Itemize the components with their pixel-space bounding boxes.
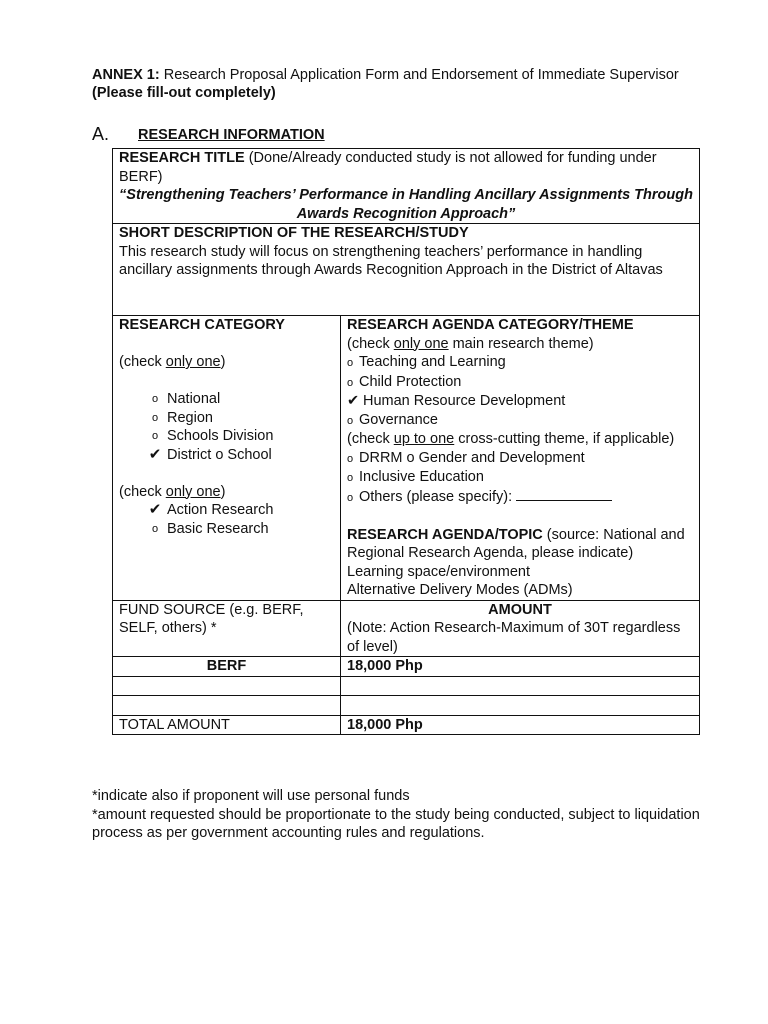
bullet-icon: o [347, 452, 354, 465]
checkmark-icon: ✔ [148, 501, 162, 518]
research-information-table [112, 148, 700, 735]
type-options [119, 501, 334, 538]
cross-cutting-option [347, 468, 693, 488]
research-category-cell [113, 316, 341, 601]
bullet-icon: o [347, 491, 354, 504]
scope-option-label: Region [167, 409, 213, 426]
agenda-topic-item: Learning space/environment [347, 563, 530, 580]
bullet-icon: o [151, 430, 159, 442]
theme-option [347, 411, 693, 431]
fund-amount-value: 18,000 Php [341, 657, 700, 677]
agenda-theme-label: RESEARCH AGENDA CATEGORY/THEME [347, 317, 634, 333]
scope-option [119, 409, 334, 428]
short-description-label: SHORT DESCRIPTION OF THE RESEARCH/STUDY [119, 225, 469, 241]
research-title-note: (Done/Already conducted study is not allowed for funding under BERF) [119, 150, 657, 185]
total-row [113, 715, 700, 735]
cross-cutting-option-label: Inclusive Education [359, 469, 484, 485]
theme-option [347, 353, 693, 373]
type-option [119, 520, 334, 539]
amount-label: AMOUNT [488, 601, 552, 618]
cross-cutting-instruction: (check up to one cross-cutting theme, if applicable) [347, 431, 675, 447]
theme-option [347, 373, 693, 393]
fund-row [113, 696, 700, 716]
section-letter: A. [92, 124, 110, 144]
specify-blank [516, 490, 612, 501]
research-title-label: RESEARCH TITLE [119, 150, 245, 166]
agenda-topic-heading [347, 526, 693, 563]
scope-option-label: National [167, 391, 221, 407]
agenda-theme-cell [341, 316, 700, 601]
fund-source-value [113, 696, 341, 716]
scope-option [119, 390, 334, 409]
checkmark-icon: ✔ [347, 393, 360, 409]
fund-row [113, 676, 700, 696]
short-description-row [113, 224, 700, 316]
research-category-label: RESEARCH CATEGORY [119, 317, 285, 333]
annex-header [92, 66, 712, 102]
cross-cutting-option-label: DRRM o Gender and Development [359, 449, 585, 466]
cross-cutting-option [347, 488, 693, 508]
research-title-value: “Strengthening Teachers’ Performance in Handling Ancillary Assignments Through Awards Recognition Approach” [119, 187, 693, 222]
checkmark-icon: ✔ [148, 445, 162, 463]
cross-cutting-options [347, 449, 693, 508]
scope-option [119, 446, 334, 465]
theme-option [347, 392, 693, 411]
section-heading [92, 124, 692, 146]
category-agenda-row [113, 316, 700, 601]
bullet-icon: o [151, 411, 159, 424]
theme-option-label: Governance [359, 411, 438, 428]
annex-title: Research Proposal Application Form and Endorsement of Immediate Supervisor [159, 67, 679, 83]
amount-note: (Note: Action Research-Maximum of 30T regardless of level) [347, 620, 681, 655]
fund-row [113, 657, 700, 677]
footnote: *indicate also if proponent will use personal funds [92, 788, 410, 804]
total-label: TOTAL AMOUNT [113, 715, 341, 735]
fund-source-label: FUND SOURCE (e.g. BERF, SELF, others) * [113, 600, 341, 657]
fund-amount-value [341, 676, 700, 696]
section-title: RESEARCH INFORMATION [138, 127, 325, 143]
scope-options [119, 390, 334, 464]
bullet-icon: o [347, 414, 354, 427]
footnotes [92, 787, 712, 843]
scope-option-label: District o School [167, 446, 272, 463]
type-option [119, 501, 334, 520]
type-check-instruction: (check only one) [119, 483, 226, 500]
fund-source-value: BERF [113, 657, 341, 677]
scope-option-label: Schools Division [167, 428, 274, 444]
footnote: *amount requested should be proportionate to the study being conducted, subject to liquidation process as per government accounting rules and regulations. [92, 806, 700, 841]
theme-options [347, 353, 693, 430]
theme-check-instruction: (check only one main research theme) [347, 335, 594, 352]
theme-option-label: Teaching and Learning [359, 354, 506, 370]
short-description-value: This research study will focus on strengthening teachers’ performance in handling ancillary assignments through Awards Recognition Approach in the District of Altavas [119, 243, 663, 278]
agenda-topic-label: RESEARCH AGENDA/TOPIC [347, 526, 543, 543]
scope-option [119, 427, 334, 446]
amount-header-cell [341, 600, 700, 657]
research-title-cell [113, 149, 700, 224]
category-check-instruction: (check only one) [119, 354, 226, 370]
research-title-row [113, 149, 700, 224]
fund-header-row [113, 600, 700, 657]
bullet-icon: o [347, 357, 354, 369]
agenda-topic-note: (source: National and Regional Research Agenda, please indicate) [347, 526, 685, 561]
fund-source-value [113, 676, 341, 696]
theme-option-label: Child Protection [359, 373, 462, 390]
bullet-icon: o [347, 376, 354, 389]
annex-instruction: (Please fill-out completely) [92, 85, 276, 101]
research-title-heading [119, 149, 693, 186]
agenda-topic-item: Alternative Delivery Modes (ADMs) [347, 582, 573, 598]
fund-amount-value [341, 696, 700, 716]
bullet-icon: o [151, 522, 159, 535]
total-value: 18,000 Php [341, 715, 700, 735]
cross-cutting-option [347, 449, 693, 469]
bullet-icon: o [151, 393, 159, 405]
cross-cutting-option-label: Others (please specify): [359, 488, 513, 505]
bullet-icon: o [347, 472, 354, 484]
short-description-cell [113, 224, 700, 316]
theme-option-label: Human Resource Development [363, 393, 566, 409]
type-option-label: Basic Research [167, 520, 269, 537]
annex-label: ANNEX 1: [92, 67, 160, 83]
type-option-label: Action Research [167, 502, 274, 518]
agenda-topic-items [347, 563, 693, 600]
